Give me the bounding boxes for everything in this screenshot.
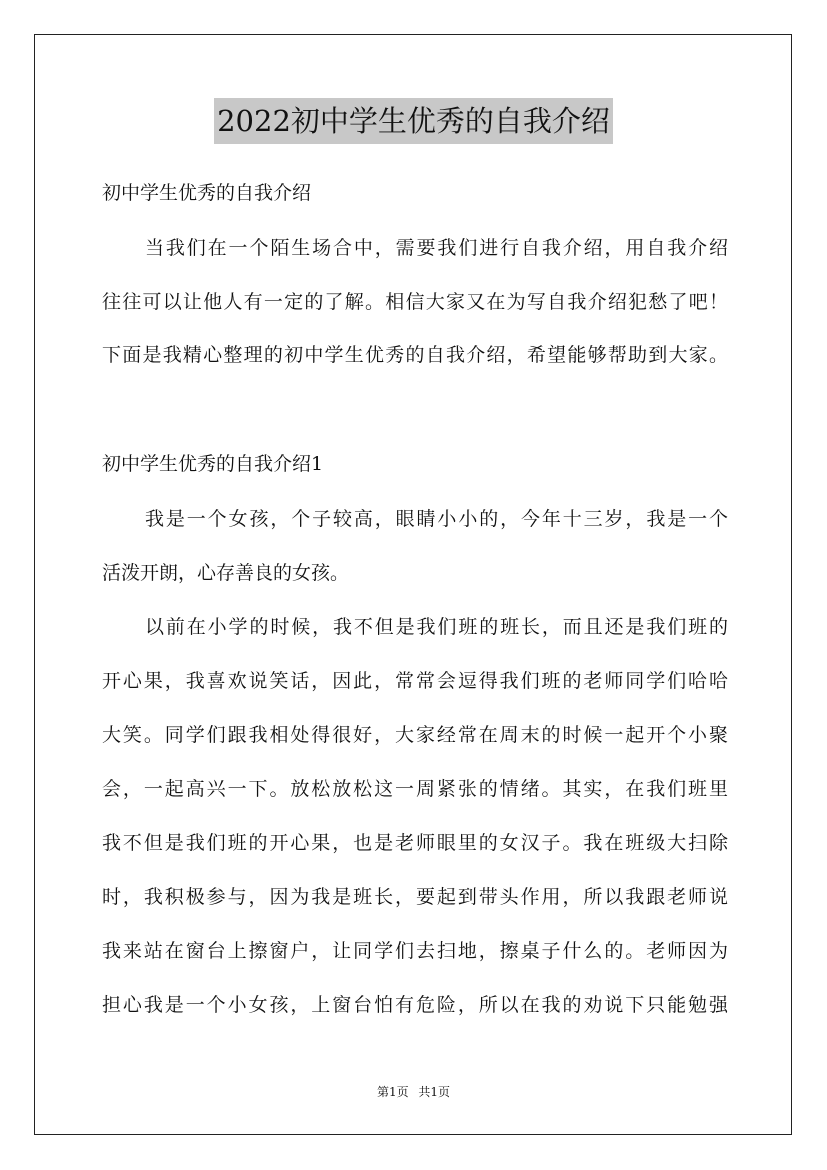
paragraph-line: 当我们在一个陌生场合中，需要我们进行自我介绍，用自我介绍 (145, 237, 728, 259)
paragraph-line: 担心我是一个小女孩，上窗台怕有危险，所以在我的劝说下只能勉强 (102, 994, 728, 1016)
paragraph-line: 我来站在窗台上擦窗户，让同学们去扫地，擦桌子什么的。老师因为 (102, 940, 728, 962)
page-total: 共1页 (418, 1085, 451, 1099)
paragraph-line: 以前在小学的时候，我不但是我们班的班长，而且还是我们班的 (145, 616, 728, 638)
paragraph-line: 时，我积极参与，因为我是班长，要起到带头作用，所以我跟老师说 (102, 886, 728, 908)
paragraph-line: 我是一个女孩，个子较高，眼睛小小的，今年十三岁，我是一个 (145, 508, 728, 530)
title-wrap (0, 98, 827, 144)
paragraph-line: 往往可以让他人有一定的了解。相信大家又在为写自我介绍犯愁了吧！ (102, 291, 728, 313)
section-heading: 初中学生优秀的自我介绍1 (102, 453, 324, 475)
paragraph-line: 会，一起高兴一下。放松放松这一周紧张的情绪。其实，在我们班里 (102, 778, 728, 800)
paragraph-line: 开心果，我喜欢说笑话，因此，常常会逗得我们班的老师同学们哈哈 (102, 670, 728, 692)
page-number: 第1页 (376, 1085, 409, 1099)
document-title: 2022初中学生优秀的自我介绍 (214, 98, 613, 144)
paragraph-line: 我不但是我们班的开心果，也是老师眼里的女汉子。我在班级大扫除 (102, 832, 728, 854)
page-footer (0, 1083, 827, 1100)
paragraph-line: 下面是我精心整理的初中学生优秀的自我介绍，希望能够帮助到大家。 (102, 344, 728, 366)
paragraph-line: 大笑。同学们跟我相处得很好，大家经常在周末的时候一起开个小聚 (102, 724, 728, 746)
intro-heading: 初中学生优秀的自我介绍 (102, 182, 312, 204)
paragraph-line: 活泼开朗，心存善良的女孩。 (102, 562, 350, 584)
